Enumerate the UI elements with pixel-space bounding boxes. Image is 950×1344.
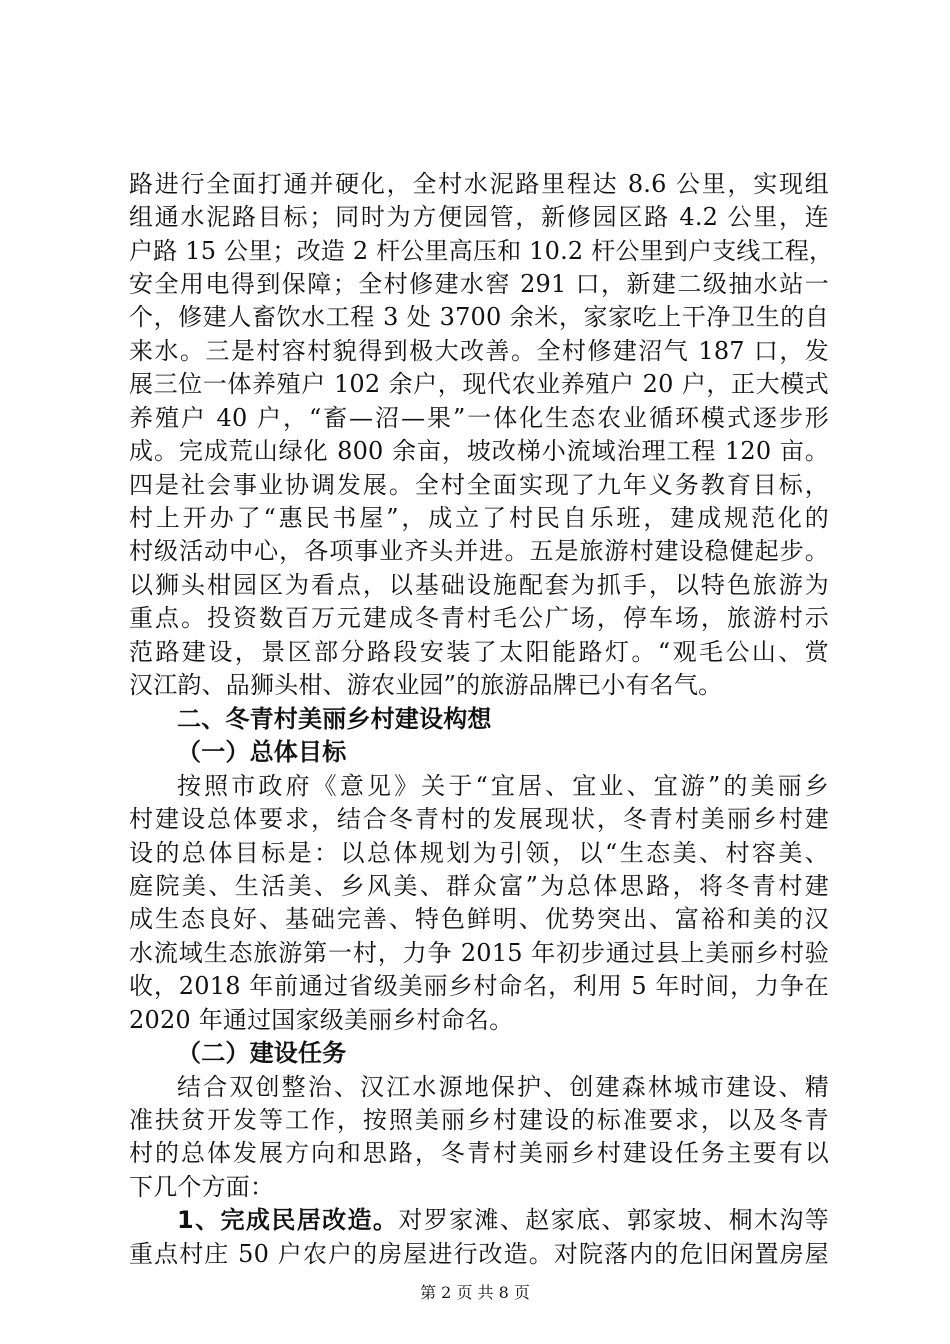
body-text-line: 2020 年通过国家级美丽乡村命名。 (129, 1006, 514, 1034)
body-text-line: 范路建设，景区部分路段安装了太阳能路灯。“观毛公山、赏 (129, 638, 829, 666)
body-text-line: 成。完成荒山绿化 800 余亩，坡改梯小流域治理工程 120 亩。 (129, 437, 829, 465)
item-text: 对罗家滩、赵家底、郭家坡、桐木沟等 (398, 1206, 830, 1234)
body-text-line (177, 1204, 829, 1236)
body-text-line: 村级活动中心，各项事业齐头并进。五是旅游村建设稳健起步。 (129, 537, 829, 565)
body-text-line: 展三位一体养殖户 102 余户，现代农业养殖户 20 户，正大模式 (129, 370, 829, 398)
body-text-line: 安全用电得到保障；全村修建水窖 291 口，新建二级抽水站一 (129, 270, 829, 298)
item-lead: 1、完成民居改造。 (177, 1206, 399, 1234)
subsection-heading: （一）总体目标 (177, 738, 347, 766)
body-text-line: 准扶贫开发等工作，按照美丽乡村建设的标准要求，以及冬青 (129, 1106, 829, 1134)
body-text-line: 水流域生态旅游第一村，力争 2015 年初步通过县上美丽乡村验 (129, 939, 829, 967)
section-heading: 二、冬青村美丽乡村建设构想 (177, 705, 492, 733)
body-text-line: 重点村庄 50 户农户的房屋进行改造。对院落内的危旧闲置房屋 (129, 1240, 829, 1268)
body-text-line: 重点。投资数百万元建成冬青村毛公广场，停车场，旅游村示 (129, 604, 829, 632)
body-text-line: 养殖户 40 户，“畜—沼—果”一体化生态农业循环模式逐步形 (129, 404, 829, 432)
body-text-line: 庭院美、生活美、乡风美、群众富”为总体思路，将冬青村建 (129, 872, 829, 900)
body-text-line: 户路 15 公里；改造 2 杆公里高压和 10.2 杆公里到户支线工程， (129, 237, 834, 265)
body-text-line: 汉江韵、品狮头柑、游农业园”的旅游品牌已小有名气。 (129, 671, 723, 699)
body-text-line: 路进行全面打通并硬化，全村水泥路里程达 8.6 公里，实现组 (129, 170, 829, 198)
body-text-line: 成生态良好、基础完善、特色鲜明、优势突出、富裕和美的汉 (129, 905, 829, 933)
body-text-line: 村的总体发展方向和思路，冬青村美丽乡村建设任务主要有以 (129, 1139, 829, 1167)
body-text-line: 个，修建人畜饮水工程 3 处 3700 余米，家家吃上干净卫生的自 (129, 303, 829, 331)
body-text-line: 结合双创整治、汉江水源地保护、创建森林城市建设、精 (177, 1073, 829, 1101)
body-text-line: 村上开办了“惠民书屋”，成立了村民自乐班，建成规范化的 (129, 504, 829, 532)
page-footer: 第 2 页 共 8 页 (420, 1283, 530, 1302)
body-text-line: 收，2018 年前通过省级美丽乡村命名，利用 5 年时间，力争在 (129, 972, 829, 1000)
body-text-line: 来水。三是村容村貌得到极大改善。全村修建沼气 187 口，发 (129, 337, 829, 365)
subsection-heading: （二）建设任务 (177, 1039, 347, 1067)
body-text-line: 按照市政府《意见》关于“宜居、宜业、宜游”的美丽乡 (177, 772, 829, 800)
body-text-line: 村建设总体要求，结合冬青村的发展现状，冬青村美丽乡村建 (129, 805, 829, 833)
body-text-line: 设的总体目标是：以总体规划为引领，以“生态美、村容美、 (129, 839, 829, 867)
body-text-line: 四是社会事业协调发展。全村全面实现了九年义务教育目标， (129, 471, 829, 499)
body-text-line: 下几个方面： (129, 1173, 275, 1201)
body-text-line: 以狮头柑园区为看点，以基础设施配套为抓手，以特色旅游为 (129, 571, 829, 599)
body-text-line: 组通水泥路目标；同时为方便园管，新修园区路 4.2 公里，连 (129, 203, 829, 231)
